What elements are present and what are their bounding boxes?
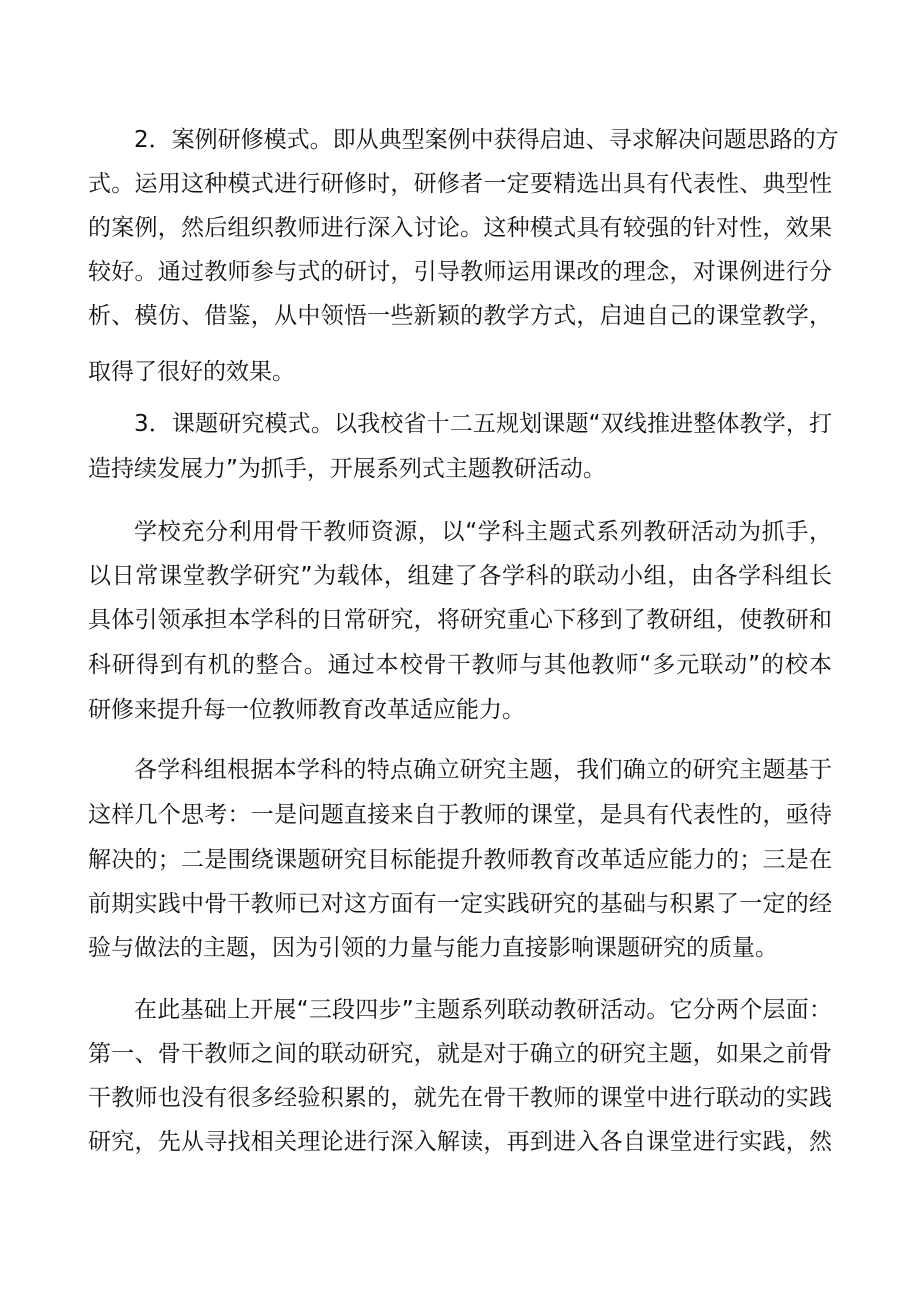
paragraph-line: 各学科组根据本学科的特点确立研究主题，我们确立的研究主题基于 bbox=[134, 757, 832, 783]
paragraph-line: 较好。通过教师参与式的研讨，引导教师运用课改的理念，对课例进行分 bbox=[88, 259, 832, 285]
paragraph-line: 取得了很好的效果。 bbox=[88, 359, 295, 385]
paragraph-line: 的案例，然后组织教师进行深入讨论。这种模式具有较强的针对性，效果 bbox=[88, 215, 832, 241]
paragraph-line: 解决的；二是围绕课题研究目标能提升教师教育改革适应能力的；三是在 bbox=[88, 847, 832, 873]
paragraph-line: 造持续发展力”为抓手，开展系列式主题教研活动。 bbox=[88, 456, 606, 482]
paragraph-line: 在此基础上开展“三段四步”主题系列联动教研活动。它分两个层面： bbox=[134, 997, 832, 1023]
paragraph-line: 2．案例研修模式。即从典型案例中获得启迪、寻求解决问题思路的方 bbox=[134, 127, 839, 153]
paragraph-line: 验与做法的主题，因为引领的力量与能力直接影响课题研究的质量。 bbox=[88, 935, 778, 961]
paragraph-line: 科研得到有机的整合。通过本校骨干教师与其他教师“多元联动”的校本 bbox=[88, 652, 832, 678]
paragraph-line: 具体引领承担本学科的日常研究，将研究重心下移到了教研组，使教研和 bbox=[88, 607, 832, 633]
paragraph-line: 第一、骨干教师之间的联动研究，就是对于确立的研究主题，如果之前骨 bbox=[88, 1041, 832, 1067]
paragraph-line: 干教师也没有很多经验积累的，就先在骨干教师的课堂中进行联动的实践 bbox=[88, 1085, 832, 1111]
paragraph-line: 学校充分利用骨干教师资源，以“学科主题式系列教研活动为抓手， bbox=[134, 519, 832, 545]
paragraph-line: 前期实践中骨干教师已对这方面有一定实践研究的基础与积累了一定的经 bbox=[88, 891, 832, 917]
paragraph-line: 3．课题研究模式。以我校省十二五规划课题“双线推进整体教学，打 bbox=[134, 411, 832, 437]
paragraph-line: 析、模仿、借鉴，从中领悟一些新颖的教学方式，启迪自己的课堂教学， bbox=[88, 303, 832, 329]
paragraph-line: 这样几个思考：一是问题直接来自于教师的课堂，是具有代表性的，亟待 bbox=[88, 802, 832, 828]
paragraph-line: 研究，先从寻找相关理论进行深入解读，再到进入各自课堂进行实践，然 bbox=[88, 1129, 832, 1155]
paragraph-line: 以日常课堂教学研究”为载体，组建了各学科的联动小组，由各学科组长 bbox=[88, 563, 832, 589]
paragraph-line: 式。运用这种模式进行研修时，研修者一定要精选出具有代表性、典型性 bbox=[88, 171, 832, 197]
paragraph-line: 研修来提升每一位教师教育改革适应能力。 bbox=[88, 697, 525, 723]
